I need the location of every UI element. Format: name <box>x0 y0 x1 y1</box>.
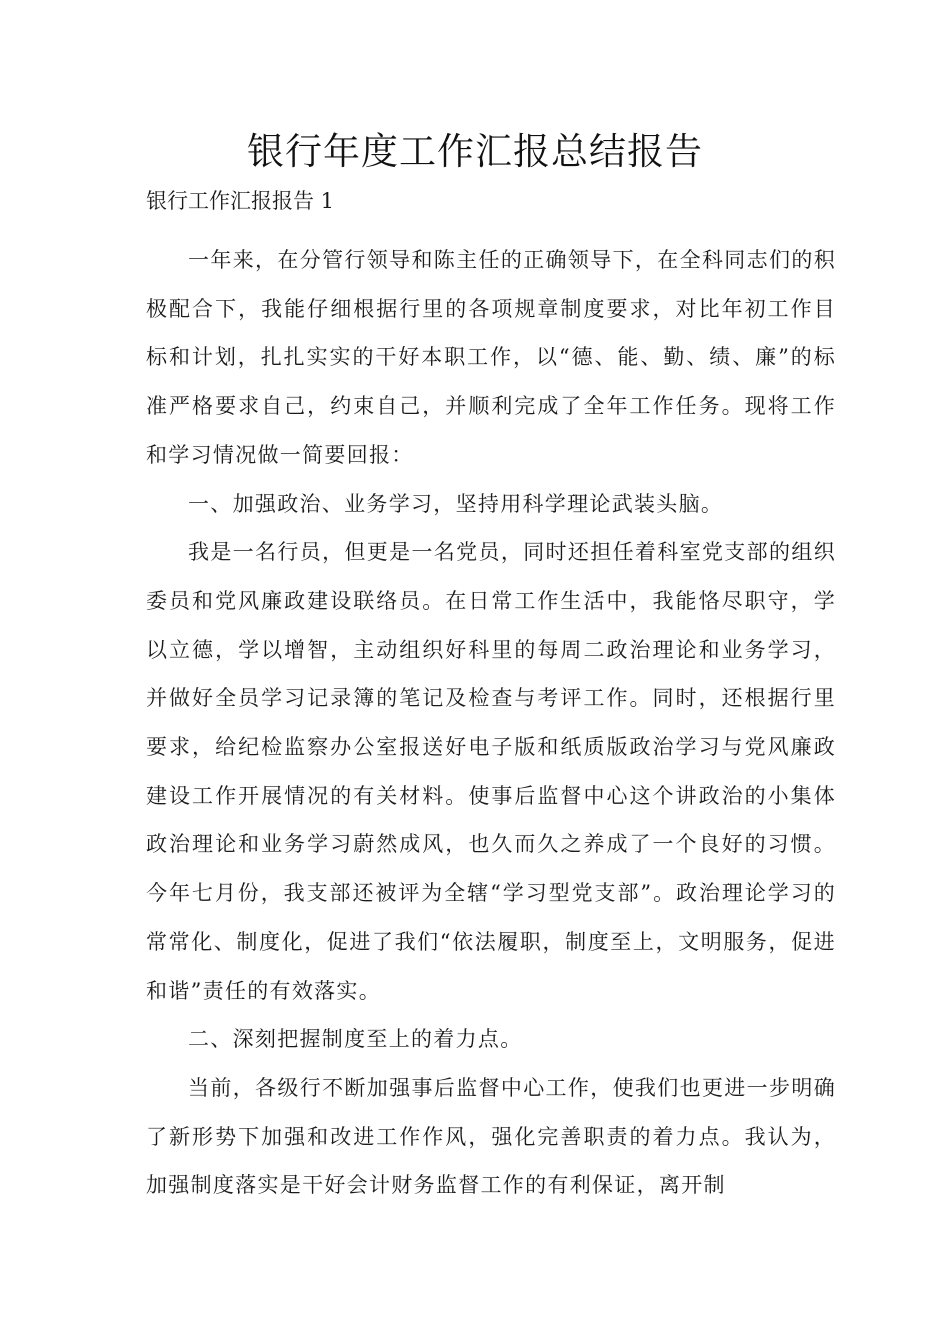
paragraph-section-1: 我是一名行员，但更是一名党员，同时还担任着科室党支部的组织委员和党风廉政建设联络员。在日常工作生活中，我能恪尽职守，学以立德，学以增智，主动组织好科里的每周二政治理论和业务学习，并做好全员学习记录簿的笔记及检查与考评工作。同时，还根据行里要求，给纪检监察办公室报送好电子版和纸质版政治学习与党风廉政建设工作开展情况的有关材料。使事后监督中心这个讲政治的小集体政治理论和业务学习蔚然成风，也久而久之养成了一个良好的习惯。今年七月份，我支部还被评为全辖“学习型党支部”。政治理论学习的常常化、制度化，促进了我们“依法履职，制度至上，文明服务，促进和谐”责任的有效落实。 <box>146 540 836 1003</box>
section-heading-2: 二、深刻把握制度至上的着力点。 <box>188 1027 523 1052</box>
document-subtitle: 银行工作汇报报告 1 <box>146 189 335 213</box>
section-heading-1: 一、加强政治、业务学习，坚持用科学理论武装头脑。 <box>188 491 724 516</box>
paragraph-intro: 一年来，在分管行领导和陈主任的正确领导下，在全科同志们的积极配合下，我能仔细根据行里的各项规章制度要求，对比年初工作目标和计划，扎扎实实的干好本职工作，以“德、能、勤、绩、廉”的标准严格要求自己，约束自己，并顺利完成了全年工作任务。现将工作和学习情况做一简要回报： <box>146 248 836 467</box>
document-body <box>146 236 836 1210</box>
paragraph-section-2: 当前，各级行不断加强事后监督中心工作，使我们也更进一步明确了新形势下加强和改进工作作风，强化完善职责的着力点。我认为，加强制度落实是干好会计财务监督工作的有利保证，离开制 <box>146 1075 836 1198</box>
document-title: 银行年度工作汇报总结报告 <box>247 130 703 173</box>
